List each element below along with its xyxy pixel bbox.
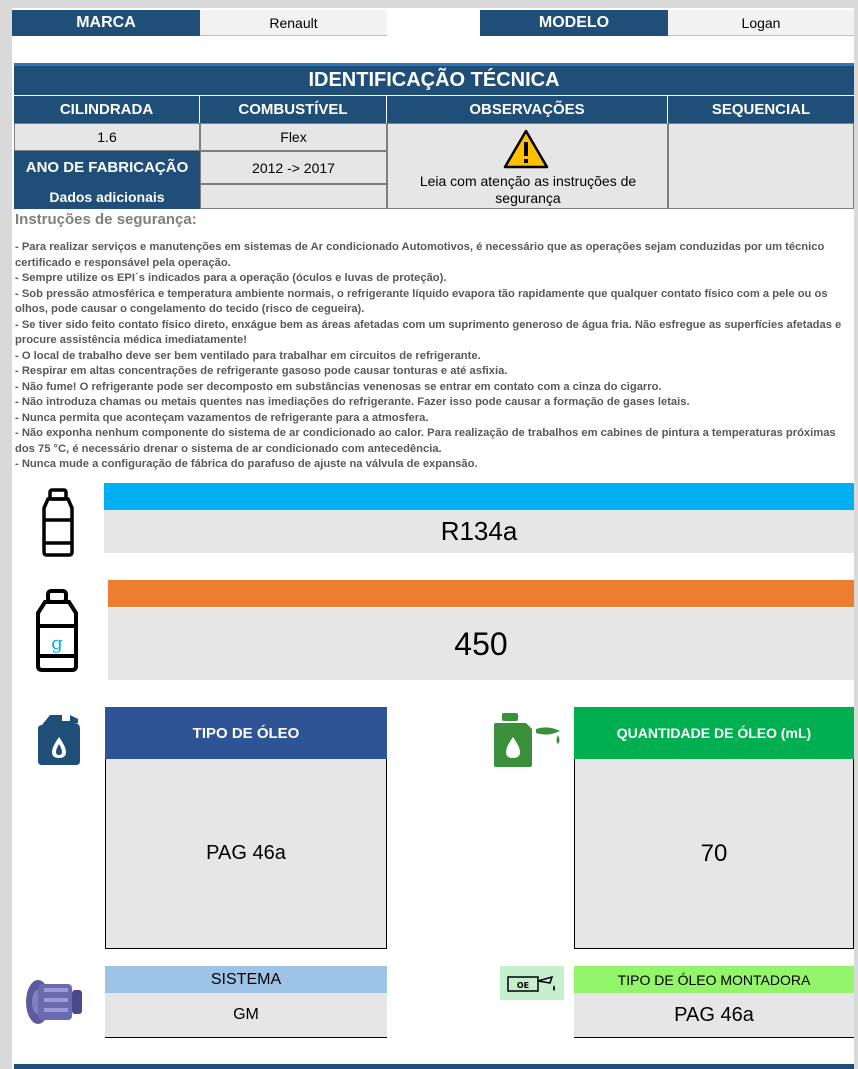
col-combustivel: COMBUSTÍVEL	[200, 96, 387, 123]
col-cilindrada: CILINDRADA	[14, 96, 200, 123]
refrigerante-icon-bg	[12, 483, 104, 563]
warning-icon	[503, 129, 549, 169]
oil-gauge-label: OE	[516, 981, 530, 990]
combustivel-value: Flex	[200, 123, 387, 151]
oil-can-icon	[36, 711, 82, 767]
instrucoes-text: - Para realizar serviços e manutenções em sistemas de Ar condicionado Automotivos, é necessário que as operações sejam conduzidas por um técnico certificado e responsável pela operação. - Sempre utilize os EPI´s indicados para a operação (óculos e luvas de proteção). - Sob pressão atmosférica e temperatura ambiente normais, o refrigerante líquido evapora tão rapidamente que qualquer contato físico com a pele ou os olhos, pode causar o congelamento do tecido (risco de cegueira). - Se tiver sido feito contato físico direto, enxágue bem as áreas afetadas com um suprimento generoso de água fria. Não esfregue as superfícies afetadas e procure assistência médica imediatamente! - O local de trabalho deve ser bem ventilado para trabalhar em circuitos de refrigerante. - Respirar em altas concentrações de refrigerante gasoso pode causar tonturas e até asfixia. - Não fume! O refrigerante pode ser decomposto em substâncias venenosas se entrar em contato com a cinza do cigarro. - Não introduza chamas ou metais quentes nas imediações do refrigerante. Fazer isso pode causar a formação de gases letais. - Nunca permita que aconteçam vazamentos de refrigerante para a atmosfera. - Não exponha nenhum componente do sistema de ar condicionado ao calor. Para realização de trabalhos em cabines de pintura a temperaturas próximas dos 75 °C, é necessário drenar o sistema de ar condicionado com antecedência. - Nunca mude a configuração de fábrica do parafuso de ajuste na válvula de expansão.	[15, 241, 842, 470]
marca-value: Renault	[200, 10, 387, 36]
scale-bottle-icon	[32, 588, 82, 674]
bottom-bar	[14, 1064, 854, 1069]
marca-label: MARCA	[12, 10, 200, 36]
col-sequencial: SEQUENCIAL	[668, 96, 854, 123]
observacao-text: Leia com atenção as instruções de segurança	[419, 173, 637, 206]
modelo-label: MODELO	[480, 10, 668, 36]
montadora-label: TIPO DE ÓLEO MONTADORA	[574, 966, 854, 993]
quant-oleo-label: QUANTIDADE DE ÓLEO (mL)	[574, 707, 854, 759]
sequencial-value	[668, 123, 854, 209]
quantidade-bar	[108, 580, 854, 607]
observacoes-cell	[387, 123, 668, 209]
quant-oleo-value: 70	[574, 759, 854, 949]
refrigerante-bar	[104, 483, 854, 510]
oil-gauge-icon	[506, 973, 558, 995]
quantidade-value: 450	[108, 608, 854, 680]
scale-bottle-letter: g	[51, 633, 63, 654]
cilindrada-value: 1.6	[14, 123, 200, 151]
refrigerant-bottle-icon	[38, 488, 78, 558]
sistema-label: SISTEMA	[105, 966, 387, 993]
ano-label: ANO DE FABRICAÇÃO	[14, 151, 200, 184]
tipo-oleo-value: PAG 46a	[105, 759, 387, 949]
oil-quantity-icon	[492, 711, 564, 769]
identificacao-title: IDENTIFICAÇÃO TÉCNICA	[14, 63, 854, 95]
dados-value	[200, 184, 387, 209]
refrigerante-value: R134a	[104, 510, 854, 553]
oe-icon-bg	[500, 966, 564, 1000]
dados-label: Dados adicionais	[14, 184, 200, 209]
col-observacoes: OBSERVAÇÕES	[387, 96, 668, 123]
quantidade-icon-bg	[12, 578, 108, 683]
sistema-value: GM	[105, 993, 387, 1038]
ano-value: 2012 -> 2017	[200, 151, 387, 184]
instrucoes-title: Instruções de segurança:	[15, 211, 197, 228]
page	[12, 8, 854, 1069]
tipo-oleo-label: TIPO DE ÓLEO	[105, 707, 387, 759]
montadora-value: PAG 46a	[574, 993, 854, 1038]
modelo-value: Logan	[668, 10, 854, 36]
compressor-icon	[24, 976, 86, 1028]
